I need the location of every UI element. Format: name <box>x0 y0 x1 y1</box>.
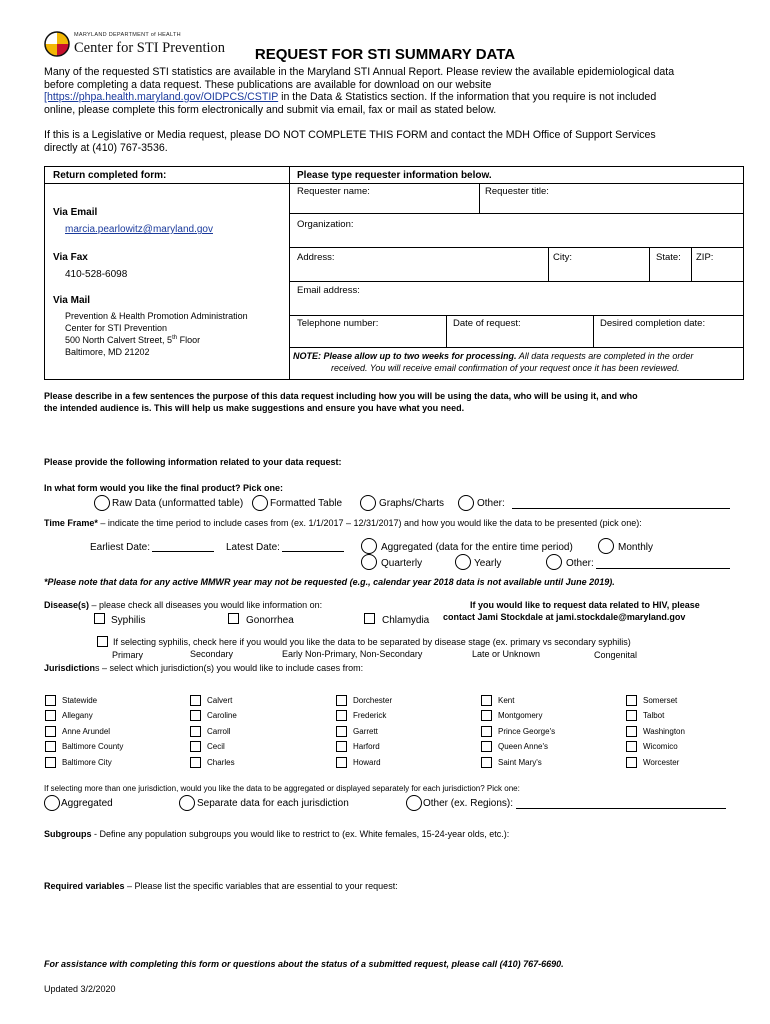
jurisdiction-charles: Charles <box>207 758 235 767</box>
other-product-line[interactable] <box>512 508 730 509</box>
option-quarterly: Quarterly <box>381 558 423 569</box>
intro-line-4: online, please complete this form electronically and submit via email, fax or mail as stated below. <box>44 103 497 116</box>
hiv-note-line-2: contact Jami Stockdale at jami.stockdale@maryland.gov <box>443 612 686 622</box>
radio-monthly[interactable] <box>598 538 614 554</box>
checkbox-caroline[interactable] <box>190 710 201 721</box>
option-other-region: Other (ex. Regions): <box>423 798 514 809</box>
checkbox-cecil[interactable] <box>190 741 201 752</box>
logo-department-text: MARYLAND DEPARTMENT of HEALTH <box>74 32 181 38</box>
other-region-line[interactable] <box>516 808 726 809</box>
date-of-request-field[interactable]: Date of request: <box>453 318 521 329</box>
diseases-instructions: Disease(s) – please check all diseases you would like information on: <box>44 600 323 610</box>
option-yearly: Yearly <box>474 558 502 569</box>
jurisdiction-baltimore-county: Baltimore County <box>62 742 124 751</box>
jurisdiction-cecil: Cecil <box>207 742 225 751</box>
earliest-date-line[interactable] <box>152 551 214 552</box>
hiv-note-line-1: If you would like to request data related to HIV, please <box>470 600 700 610</box>
radio-formatted-table[interactable] <box>252 495 268 511</box>
mail-address-line-4: Baltimore, MD 21202 <box>65 347 150 357</box>
requester-name-field[interactable]: Requester name: <box>297 186 370 197</box>
jurisdiction-anne-arundel: Anne Arundel <box>62 727 111 736</box>
organization-field[interactable]: Organization: <box>297 219 354 230</box>
via-fax-label: Via Fax <box>53 252 88 263</box>
checkbox-harford[interactable] <box>336 741 347 752</box>
email-address-field[interactable]: Email address: <box>297 285 360 296</box>
mail-address-line-2: Center for STI Prevention <box>65 323 168 333</box>
jurisdictions-instructions: Jurisdictions – select which jurisdiction(s) you would like to include cases from: <box>44 663 364 673</box>
checkbox-statewide[interactable] <box>45 695 56 706</box>
checkbox-kent[interactable] <box>481 695 492 706</box>
time-frame-instructions: Time Frame* – indicate the time period to include cases from (ex. 1/1/2017 – 12/31/2017) and how you would like the data to be presented (pick one): <box>44 518 642 528</box>
assistance-note: For assistance with completing this form or questions about the status of a submitted request, please call (410) 767-6690. <box>44 959 564 969</box>
checkbox-dorchester[interactable] <box>336 695 347 706</box>
radio-other-product[interactable] <box>458 495 474 511</box>
jurisdiction-washington: Washington <box>643 727 685 736</box>
jurisdiction-worcester: Worcester <box>643 758 680 767</box>
jurisdiction-somerset: Somerset <box>643 696 678 705</box>
jurisdiction-dorchester: Dorchester <box>353 696 393 705</box>
return-form-heading: Return completed form: <box>53 170 167 181</box>
jurisdiction-saint-mary-s: Saint Mary's <box>498 758 542 767</box>
jurisdiction-montgomery: Montgomery <box>498 711 543 720</box>
via-email-label: Via Email <box>53 207 98 218</box>
intro-paragraph <box>44 66 734 116</box>
jurisdiction-calvert: Calvert <box>207 696 233 705</box>
checkbox-charles[interactable] <box>190 757 201 768</box>
option-raw-data: Raw Data (unformatted table) <box>112 498 244 509</box>
radio-yearly[interactable] <box>455 554 471 570</box>
zip-field[interactable]: ZIP: <box>696 252 714 263</box>
jurisdiction-queen-anne-s: Queen Anne's <box>498 742 549 751</box>
city-field[interactable]: City: <box>553 252 572 263</box>
checkbox-separate-stage[interactable] <box>97 636 108 647</box>
intro-line-2: before completing a data request. These publications are available for download on our website <box>44 78 492 91</box>
required-variables-instructions: Required variables – Please list the specific variables that are essential to your request: <box>44 881 398 891</box>
requester-heading: Please type requester information below. <box>297 170 492 181</box>
address-field[interactable]: Address: <box>297 252 335 263</box>
checkbox-allegany[interactable] <box>45 710 56 721</box>
jurisdiction-talbot: Talbot <box>643 711 665 720</box>
desired-completion-field[interactable]: Desired completion date: <box>600 318 706 329</box>
option-monthly: Monthly <box>618 542 654 553</box>
latest-date-line[interactable] <box>282 551 344 552</box>
checkbox-worcester[interactable] <box>626 757 637 768</box>
radio-separate-jurisdiction[interactable] <box>179 795 195 811</box>
option-formatted-table: Formatted Table <box>270 498 343 509</box>
syphilis-stage-note: If selecting syphilis, check here if you would you like the data to be separated by disease stage (ex. primary vs secondary syphilis) <box>113 637 631 647</box>
mail-address-line-1: Prevention & Health Promotion Administration <box>65 311 248 321</box>
radio-aggregated-time[interactable] <box>361 538 377 554</box>
option-gonorrhea: Gonorrhea <box>246 615 294 626</box>
jurisdiction-baltimore-city: Baltimore City <box>62 758 112 767</box>
radio-graphs-charts[interactable] <box>360 495 376 511</box>
jurisdiction-kent: Kent <box>498 696 515 705</box>
stage-congenital: Congenital <box>594 650 638 660</box>
checkbox-somerset[interactable] <box>626 695 637 706</box>
website-link[interactable]: [https://phpa.health.maryland.gov/OIDPCS/CSTIP <box>44 91 279 103</box>
checkbox-gonorrhea[interactable] <box>228 613 239 624</box>
radio-quarterly[interactable] <box>361 554 377 570</box>
stage-primary: Primary <box>112 650 143 660</box>
state-field[interactable]: State: <box>656 252 681 263</box>
requester-info-box <box>44 166 744 380</box>
option-other-product: Other: <box>477 498 505 509</box>
jurisdiction-harford: Harford <box>353 742 380 751</box>
fax-number: 410-528-6098 <box>65 269 128 280</box>
jurisdiction-frederick: Frederick <box>353 711 387 720</box>
option-aggregated-jurisdiction: Aggregated <box>61 798 113 809</box>
checkbox-baltimore-city[interactable] <box>45 757 56 768</box>
via-mail-label: Via Mail <box>53 295 91 306</box>
radio-other-time[interactable] <box>546 554 562 570</box>
stage-early-non-primary: Early Non-Primary, Non-Secondary <box>282 649 423 659</box>
return-email-link[interactable]: marcia.pearlowitz@maryland.gov <box>65 224 213 235</box>
checkbox-saint-mary-s[interactable] <box>481 757 492 768</box>
jurisdiction-howard: Howard <box>353 758 381 767</box>
checkbox-queen-anne-s[interactable] <box>481 741 492 752</box>
checkbox-baltimore-county[interactable] <box>45 741 56 752</box>
mmwr-note: *Please note that data for any active MMWR year may not be requested (e.g., calendar year 2018 data is not available until June 2019). <box>44 577 615 587</box>
checkbox-frederick[interactable] <box>336 710 347 721</box>
option-aggregated-time: Aggregated (data for the entire time period) <box>381 542 573 553</box>
stage-late-unknown: Late or Unknown <box>472 649 541 659</box>
provide-info-heading: Please provide the following information related to your data request: <box>44 457 342 467</box>
checkbox-carroll[interactable] <box>190 726 201 737</box>
option-separate-jurisdiction: Separate data for each jurisdiction <box>197 798 349 809</box>
jurisdiction-garrett: Garrett <box>353 727 378 736</box>
legislative-paragraph: If this is a Legislative or Media request, please DO NOT COMPLETE THIS FORM and contact the MDH Office of Support Services directly at (410) 767-3536. <box>44 129 656 154</box>
checkbox-garrett[interactable] <box>336 726 347 737</box>
jurisdiction-caroline: Caroline <box>207 711 237 720</box>
jurisdiction-carroll: Carroll <box>207 727 231 736</box>
final-product-question: In what form would you like the final product? Pick one: <box>44 483 284 493</box>
updated-date: Updated 3/2/2020 <box>44 984 116 994</box>
option-graphs-charts: Graphs/Charts <box>379 498 445 509</box>
option-chlamydia: Chlamydia <box>382 615 430 626</box>
stage-secondary: Secondary <box>190 649 234 659</box>
checkbox-washington[interactable] <box>626 726 637 737</box>
latest-date-label: Latest Date: <box>226 542 280 553</box>
requester-title-field[interactable]: Requester title: <box>485 186 549 197</box>
checkbox-montgomery[interactable] <box>481 710 492 721</box>
jurisdiction-allegany: Allegany <box>62 711 93 720</box>
subgroups-instructions: Subgroups - Define any population subgroups you would like to restrict to (ex. White females, 15-24-year olds, etc.): <box>44 829 510 839</box>
logo-center-text: Center for STI Prevention <box>74 40 226 56</box>
checkbox-anne-arundel[interactable] <box>45 726 56 737</box>
option-syphilis: Syphilis <box>111 615 146 626</box>
purpose-instructions: Please describe in a few sentences the purpose of this data request including how you will be using the data, who will be using it, and who the intended audience is. This will help us make suggestions and ensure you have what you need. <box>44 391 638 413</box>
processing-note-line-1: NOTE: Please allow up to two weeks for processing. All data requests are completed in the order <box>293 351 694 361</box>
other-time-line[interactable] <box>596 568 730 569</box>
option-other-time: Other: <box>566 558 594 569</box>
checkbox-calvert[interactable] <box>190 695 201 706</box>
mail-address-line-3: 500 North Calvert Street, 5th Floor <box>65 335 201 345</box>
jurisdiction-statewide: Statewide <box>62 696 98 705</box>
processing-note-line-2: received. You will receive email confirmation of your request once it has been reviewed. <box>331 363 680 373</box>
jurisdiction-prince-george-s: Prince George's <box>498 727 556 736</box>
checkbox-wicomico[interactable] <box>626 741 637 752</box>
checkbox-talbot[interactable] <box>626 710 637 721</box>
checkbox-syphilis[interactable] <box>94 613 105 624</box>
checkbox-howard[interactable] <box>336 757 347 768</box>
checkbox-chlamydia[interactable] <box>364 613 375 624</box>
radio-other-region[interactable] <box>406 795 422 811</box>
telephone-field[interactable]: Telephone number: <box>297 318 379 329</box>
intro-line-1: Many of the requested STI statistics are available in the Maryland STI Annual Report. Please review the available epidemiological data <box>44 66 675 78</box>
jurisdiction-wicomico: Wicomico <box>643 742 678 751</box>
page-title: REQUEST FOR STI SUMMARY DATA <box>254 46 516 63</box>
multi-jurisdiction-note: If selecting more than one jurisdiction, would you like the data to be aggregated or displayed separately for each jurisdiction? Pick one: <box>44 784 520 793</box>
radio-aggregated-jurisdiction[interactable] <box>44 795 60 811</box>
checkbox-prince-george-s[interactable] <box>481 726 492 737</box>
intro-line-3: [https://phpa.health.maryland.gov/OIDPCS/CSTIP in the Data & Statistics section. If the information that you require is not included <box>44 91 657 103</box>
earliest-date-label: Earliest Date: <box>90 542 151 553</box>
radio-raw-data[interactable] <box>94 495 110 511</box>
